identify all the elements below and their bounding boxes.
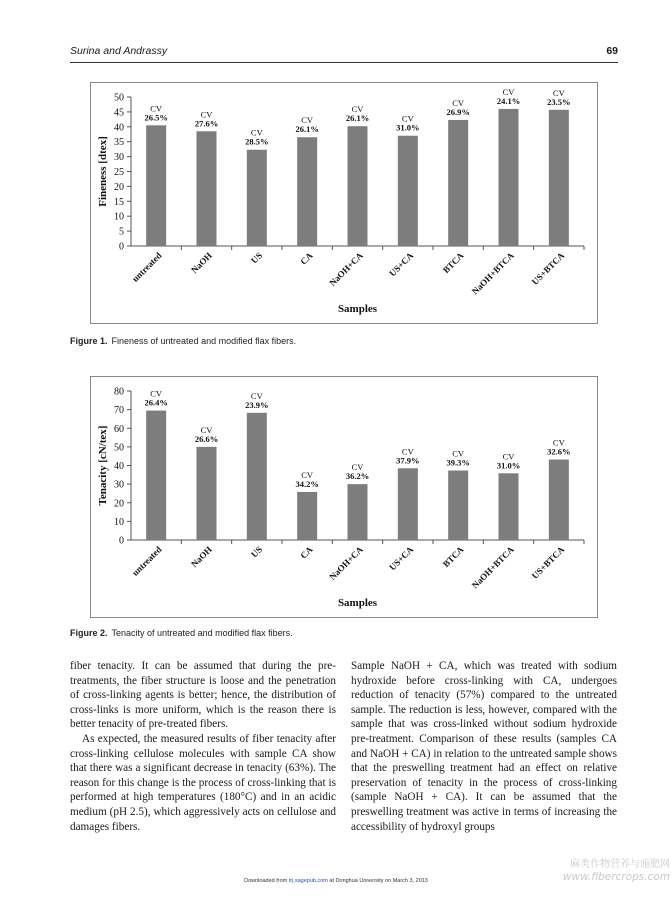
data-label: 36.2% — [345, 471, 370, 482]
body-paragraph: As expected, the measured results of fiber tenacity after cross-linking cellulose molecules with sample CA show that there was a significant decrease in tenacity (63%). The reason for this change is the process of cross-linking that is performed at high temperatures (180°C) and in an acidic medium (pH 2.5), which aggressively acts on cellulose and damages fibers. — [70, 732, 336, 833]
figure-2-chart — [90, 376, 598, 618]
y-tick-label: 40 — [114, 461, 124, 472]
y-tick-label: 0 — [119, 535, 124, 547]
data-label-prefix: CV — [150, 103, 163, 114]
data-label: 26.1% — [295, 124, 319, 135]
bar — [549, 460, 569, 540]
figure-1-label: Figure 1. — [70, 336, 108, 346]
y-tick-label: 20 — [114, 181, 124, 193]
x-tick-label: CA — [298, 250, 315, 267]
data-label: 34.2% — [295, 478, 319, 489]
y-tick-label: 10 — [114, 516, 124, 528]
y-tick-label: 25 — [114, 167, 124, 178]
y-tick-label: 35 — [114, 137, 124, 149]
data-label-prefix: CV — [200, 424, 213, 435]
figure-2-caption-text: Tenacity of untreated and modified flax fibers. — [111, 628, 293, 638]
data-label-prefix: CV — [301, 469, 314, 480]
y-tick-label: 5 — [119, 226, 124, 238]
data-label: 27.6% — [194, 118, 219, 129]
x-tick-label: US — [249, 544, 265, 560]
data-label-prefix: CV — [250, 127, 263, 138]
data-label: 32.6% — [547, 446, 571, 457]
bar — [146, 125, 166, 246]
y-tick-label: 70 — [114, 405, 124, 417]
running-head-authors: Surina and Andrassy — [70, 45, 168, 57]
bar — [348, 126, 368, 246]
data-label: 26.1% — [345, 113, 370, 124]
data-label: 26.9% — [446, 106, 470, 117]
figure-2-caption — [70, 628, 618, 638]
data-label-prefix: CV — [351, 104, 364, 115]
data-label: 31.0% — [496, 460, 521, 471]
data-label-prefix: CV — [502, 86, 515, 97]
data-label-prefix: CV — [452, 448, 465, 459]
y-tick-label: 20 — [114, 498, 124, 510]
data-label: 37.9% — [396, 455, 420, 466]
data-label: 31.0% — [396, 122, 420, 133]
footer-link[interactable]: trj.sagepub.com — [288, 878, 328, 884]
figure-1-svg — [91, 83, 597, 323]
x-tick-label: NaOH — [189, 250, 214, 276]
x-tick-label: untreated — [130, 544, 164, 578]
x-tick-label: US+BTCA — [529, 544, 567, 581]
footer-suffix: at Donghua University on March 3, 2013 — [329, 878, 428, 884]
y-tick-label: 60 — [114, 423, 124, 435]
y-axis-title: Tenacity [cN/tex] — [97, 425, 109, 506]
y-tick-label: 10 — [114, 211, 124, 223]
x-tick-label: NaOH+BTCA — [469, 544, 516, 591]
footer-prefix: Downloaded from — [244, 878, 288, 884]
x-tick-label: BTCA — [440, 544, 466, 570]
x-axis-title: Samples — [337, 303, 378, 315]
page-number: 69 — [606, 45, 618, 57]
data-label: 39.3% — [446, 457, 470, 468]
data-label-prefix: CV — [150, 388, 163, 399]
bar — [297, 137, 317, 246]
data-label-prefix: CV — [552, 87, 565, 98]
bar — [398, 136, 418, 246]
body-paragraph: fiber tenacity. It can be assumed that during the pre-treatments, the fiber structure is loose and the penetration of cross-linking agents is better; hence, the distribution of cross-links is more uniform, which is the reason there is better tenacity of pre-treated fibers. — [70, 660, 336, 731]
body-column-right — [351, 659, 617, 834]
data-label-prefix: CV — [401, 446, 414, 457]
data-label-prefix: CV — [351, 462, 364, 473]
data-label-prefix: CV — [452, 97, 465, 108]
x-tick-label: BTCA — [440, 250, 466, 276]
y-axis-title: Fineness [dtex] — [97, 136, 109, 207]
y-tick-label: 30 — [114, 479, 124, 491]
data-label-prefix: CV — [502, 451, 515, 462]
x-tick-label: CA — [298, 544, 315, 561]
bar — [146, 411, 166, 540]
y-tick-label: 45 — [114, 107, 124, 119]
data-label-prefix: CV — [250, 390, 263, 401]
data-label: 23.5% — [547, 96, 571, 107]
bar — [297, 492, 317, 540]
data-label-prefix: CV — [200, 109, 213, 120]
x-tick-label: US+BTCA — [529, 250, 567, 287]
figure-2-label: Figure 2. — [70, 628, 108, 638]
bar — [398, 468, 418, 540]
y-tick-label: 50 — [114, 92, 124, 104]
x-tick-label: NaOH+CA — [327, 250, 365, 288]
data-label-prefix: CV — [301, 115, 314, 126]
y-tick-label: 30 — [114, 152, 124, 164]
y-tick-label: 40 — [114, 122, 124, 134]
x-tick-label: US+CA — [387, 544, 416, 573]
header-rule — [70, 62, 618, 63]
x-tick-label: US+CA — [387, 250, 416, 279]
bar — [499, 109, 519, 246]
y-tick-label: 50 — [114, 442, 124, 454]
data-label-prefix: CV — [552, 437, 565, 448]
figure-1-caption-text: Fineness of untreated and modified flax fibers. — [111, 336, 297, 346]
bar — [247, 413, 267, 540]
data-label: 23.9% — [245, 399, 269, 410]
x-tick-label: NaOH — [189, 544, 214, 570]
bar — [448, 120, 468, 246]
bar — [499, 473, 519, 540]
watermark-url: www.fibercrops.com — [562, 871, 670, 883]
figure-1-chart — [90, 82, 598, 324]
bar — [549, 110, 569, 246]
x-tick-label: NaOH+CA — [327, 544, 365, 582]
data-label: 24.1% — [496, 95, 521, 106]
bar — [348, 484, 368, 540]
x-axis-title: Samples — [337, 597, 378, 609]
data-label: 26.5% — [144, 112, 168, 123]
body-column-left — [70, 659, 336, 834]
data-label: 28.5% — [245, 136, 269, 147]
bar — [197, 447, 217, 540]
watermark — [540, 858, 670, 884]
bar — [247, 150, 267, 246]
y-tick-label: 0 — [119, 241, 124, 253]
y-tick-label: 15 — [114, 196, 124, 208]
figure-2-svg — [91, 377, 597, 617]
x-tick-label: untreated — [130, 250, 164, 284]
body-paragraph: Sample NaOH + CA, which was treated with sodium hydroxide before cross-linking with CA, undergoes reduction of tenacity (57%) compared to the untreated sample. The reduction is less, however, compared with the sample that was cross-linked without sodium hydroxide pre-treatment. Comparison of these results (samples CA and NaOH + CA) in relation to the untreated sample shows that the preswelling treatment had an effect on relative preservation of tenacity in the process of cross-linking (sample NaOH + CA). It can be assumed that the preswelling treatment was active in terms of increasing the accessibility of hydroxyl groups — [351, 660, 617, 833]
data-label: 26.6% — [194, 433, 219, 444]
figure-1-caption — [70, 336, 618, 346]
data-label: 26.4% — [144, 397, 168, 408]
data-label-prefix: CV — [401, 113, 414, 124]
x-tick-label: US — [249, 250, 265, 266]
x-tick-label: NaOH+BTCA — [469, 250, 516, 297]
bar — [448, 471, 468, 540]
y-tick-label: 80 — [114, 386, 124, 398]
running-head — [70, 45, 618, 63]
watermark-cn: 麻类作物营养与施肥网 — [570, 859, 670, 870]
bar — [197, 131, 217, 246]
